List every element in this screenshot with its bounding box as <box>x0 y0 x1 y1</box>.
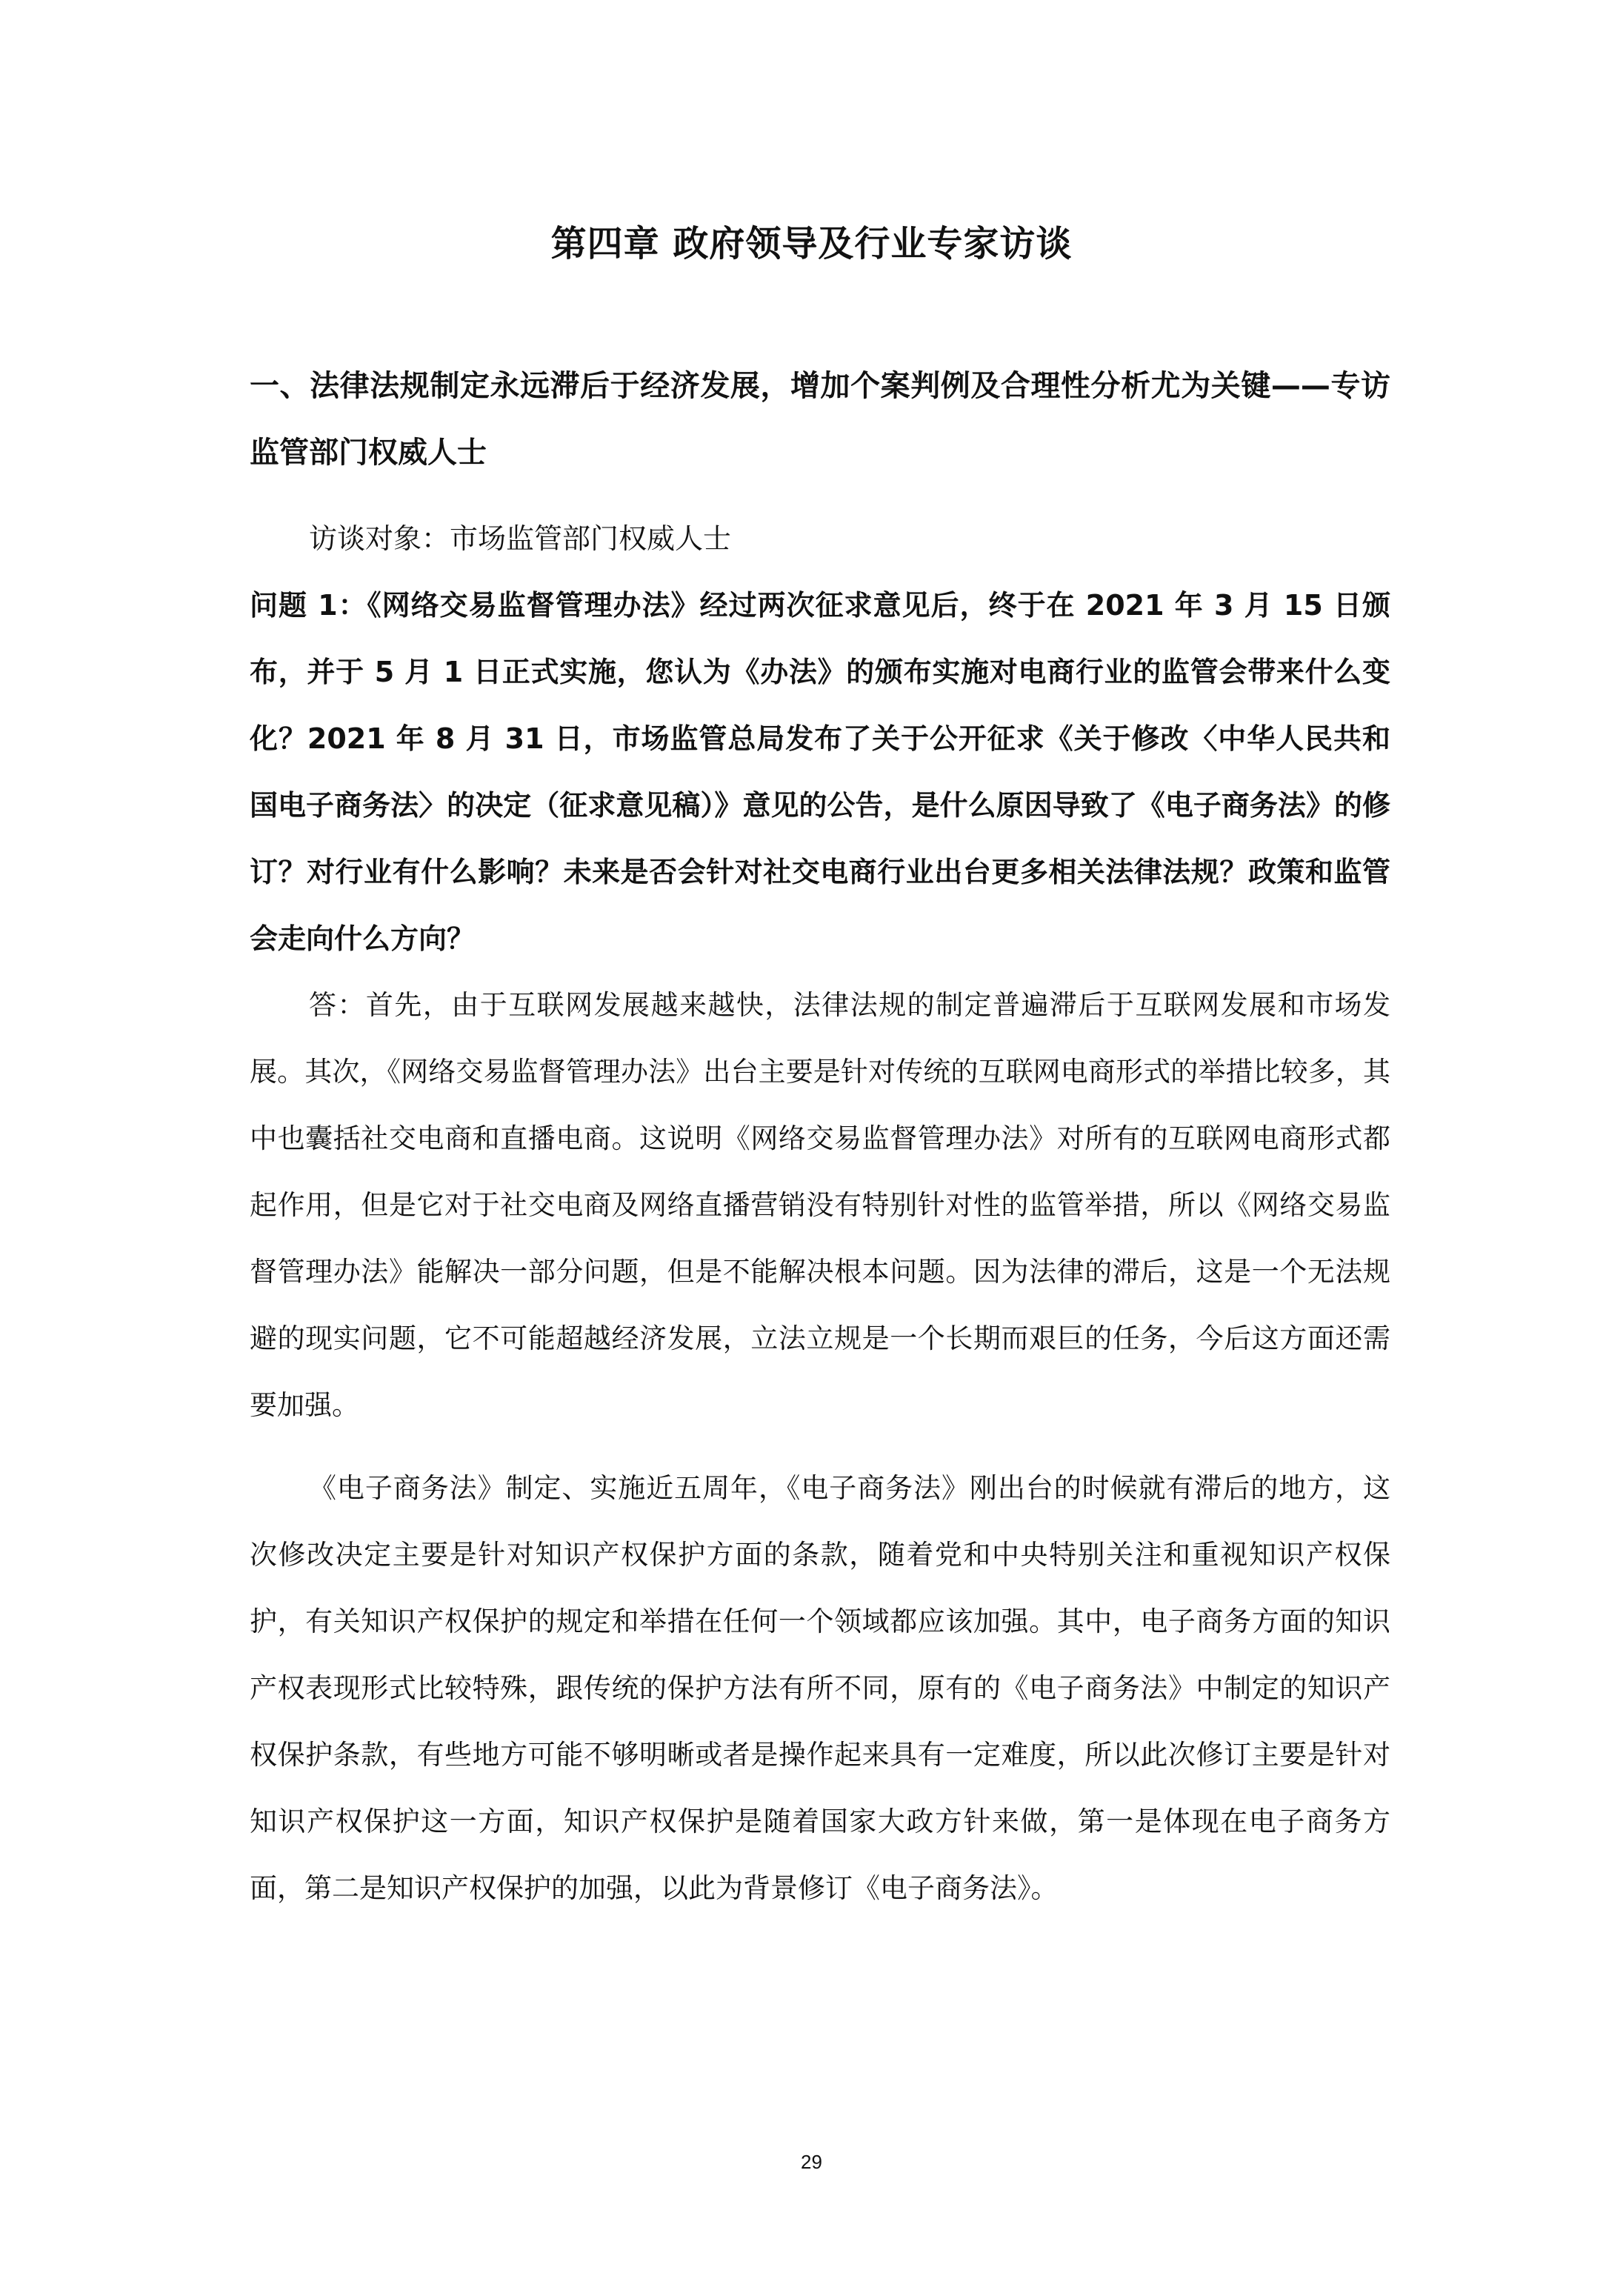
question-1: 问题 1：《网络交易监督管理办法》经过两次征求意见后，终于在 2021 年 3 月 15 日颁布，并于 5 月 1 日正式实施，您认为《办法》的颁布实施对电商行业的监管会带来什么变化？2021 年 8 月 31 日，市场监管总局发布了关于公开征求《关于修改〈中华人民共和国电子商务法〉的决定（征求意见稿）》意见的公告，是什么原因导致了《电子商务法》的修订？对行业有什么影响？未来是否会针对社交电商行业出台更多相关法律法规？政策和监管会走向什么方向？ <box>250 589 1390 955</box>
section-heading: 一、法律法规制定永远滞后于经济发展，增加个案判例及合理性分析尤为关键——专访监管部门权威人士 <box>250 369 1390 470</box>
answer-paragraph: 答：首先，由于互联网发展越来越快，法律法规的制定普遍滞后于互联网发展和市场发展。其次，《网络交易监督管理办法》出台主要是针对传统的互联网电商形式的举措比较多，其中也囊括社交电商和直播电商。这说明《网络交易监督管理办法》对所有的互联网电商形式都起作用，但是它对于社交电商及网络直播营销没有特别针对性的监管举措，所以《网络交易监督管理办法》能解决一部分问题，但是不能解决根本问题。因为法律的滞后，这是一个无法规避的现实问题，它不可能超越经济发展，立法立规是一个长期而艰巨的任务，今后这方面还需要加强。 <box>250 989 1390 1421</box>
interviewee-line: 访谈对象：市场监管部门权威人士 <box>309 522 732 555</box>
page-body <box>250 353 1390 1922</box>
answer-paragraph: 《电子商务法》制定、实施近五周年，《电子商务法》刚出台的时候就有滞后的地方，这次修改决定主要是针对知识产权保护方面的条款，随着党和中央特别关注和重视知识产权保护，有关知识产权保护的规定和举措在任何一个领域都应该加强。其中，电子商务方面的知识产权表现形式比较特殊，跟传统的保护方法有所不同，原有的《电子商务法》中制定的知识产权保护条款，有些地方可能不够明晰或者是操作起来具有一定难度，所以此次修订主要是针对知识产权保护这一方面，知识产权保护是随着国家大政方针来做，第一是体现在电子商务方面，第二是知识产权保护的加强，以此为背景修订《电子商务法》。 <box>250 1472 1390 1904</box>
page-number: 29 <box>801 2151 822 2173</box>
chapter-title: 第四章 政府领导及行业专家访谈 <box>550 223 1073 264</box>
